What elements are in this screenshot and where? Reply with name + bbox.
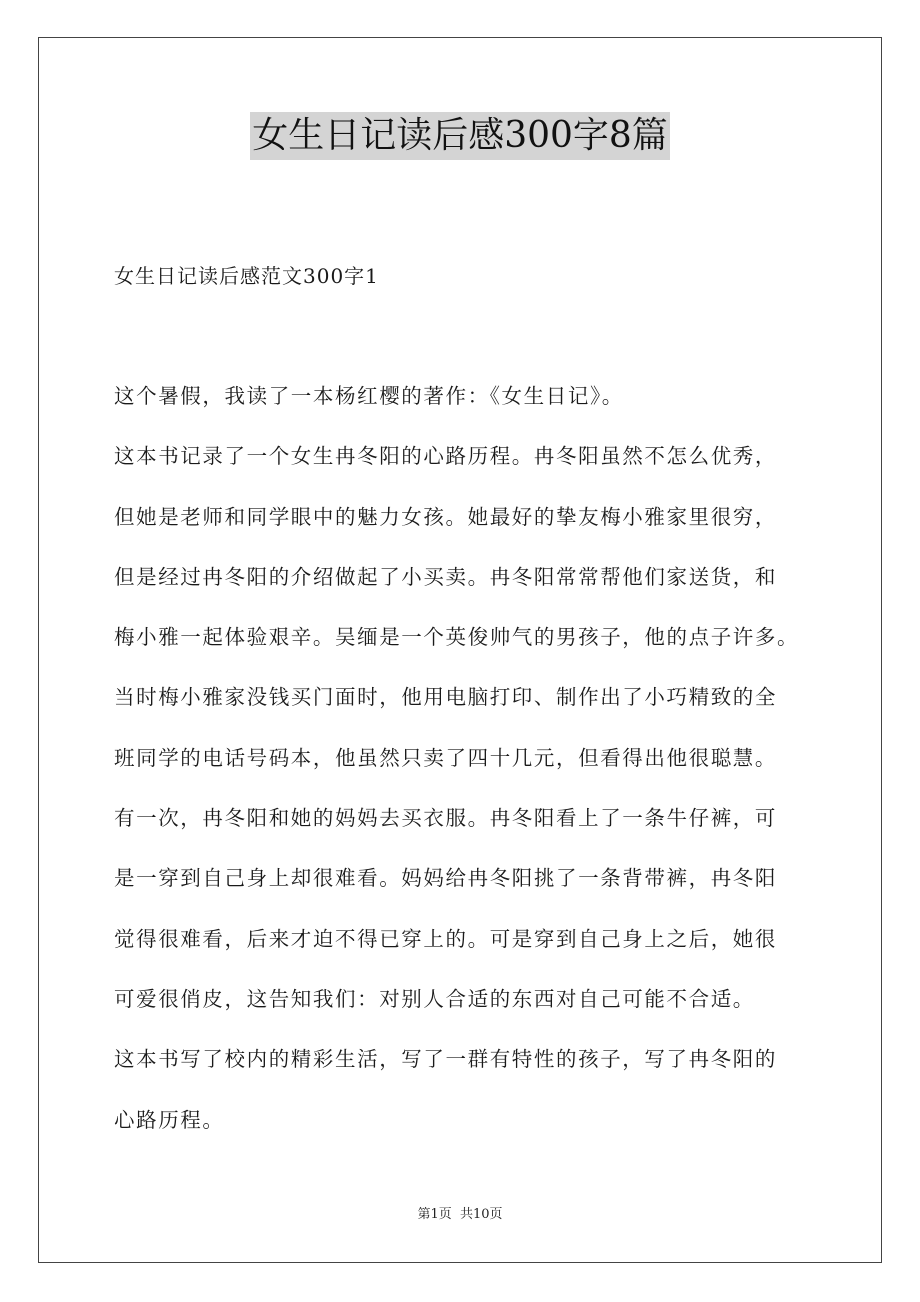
text-line: 班同学的电话号码本，他虽然只卖了四十几元，但看得出他很聪慧。 xyxy=(114,745,777,770)
text-line: 这本书写了校内的精彩生活，写了一群有特性的孩子，写了冉冬阳的 xyxy=(114,1047,777,1072)
page-number: 第1页 xyxy=(417,1207,452,1222)
section-heading: 女生日记读后感范文300字1 xyxy=(114,264,379,288)
text-line: 是一穿到自己身上却很难看。妈妈给冉冬阳挑了一条背带裤，冉冬阳 xyxy=(114,866,777,891)
text-line: 可爱很俏皮，这告知我们：对别人合适的东西对自己可能不合适。 xyxy=(114,986,755,1011)
document-title: 女生日记读后感300字8篇 xyxy=(250,112,670,160)
text-line: 这个暑假，我读了一本杨红樱的著作：《女生日记》。 xyxy=(114,384,624,408)
text-line: 这本书记录了一个女生冉冬阳的心路历程。冉冬阳虽然不怎么优秀， xyxy=(114,444,777,469)
body-text xyxy=(114,376,834,1160)
title-container xyxy=(0,112,920,160)
text-line: 觉得很难看，后来才迫不得已穿上的。可是穿到自己身上之后，她很 xyxy=(114,926,777,951)
text-line: 有一次，冉冬阳和她的妈妈去买衣服。冉冬阳看上了一条牛仔裤，可 xyxy=(114,806,777,831)
text-line: 当时梅小雅家没钱买门面时，他用电脑打印、制作出了小巧精致的全 xyxy=(114,685,777,710)
page-total: 共10页 xyxy=(459,1207,503,1222)
text-line: 梅小雅一起体验艰辛。吴缅是一个英俊帅气的男孩子，他的点子许多。 xyxy=(114,625,800,650)
text-line: 但她是老师和同学眼中的魅力女孩。她最好的挚友梅小雅家里很穷， xyxy=(114,504,777,529)
text-line: 心路历程。 xyxy=(114,1107,225,1132)
page-footer xyxy=(0,1206,920,1224)
text-line: 但是经过冉冬阳的介绍做起了小买卖。冉冬阳常常帮他们家送货，和 xyxy=(114,564,777,589)
